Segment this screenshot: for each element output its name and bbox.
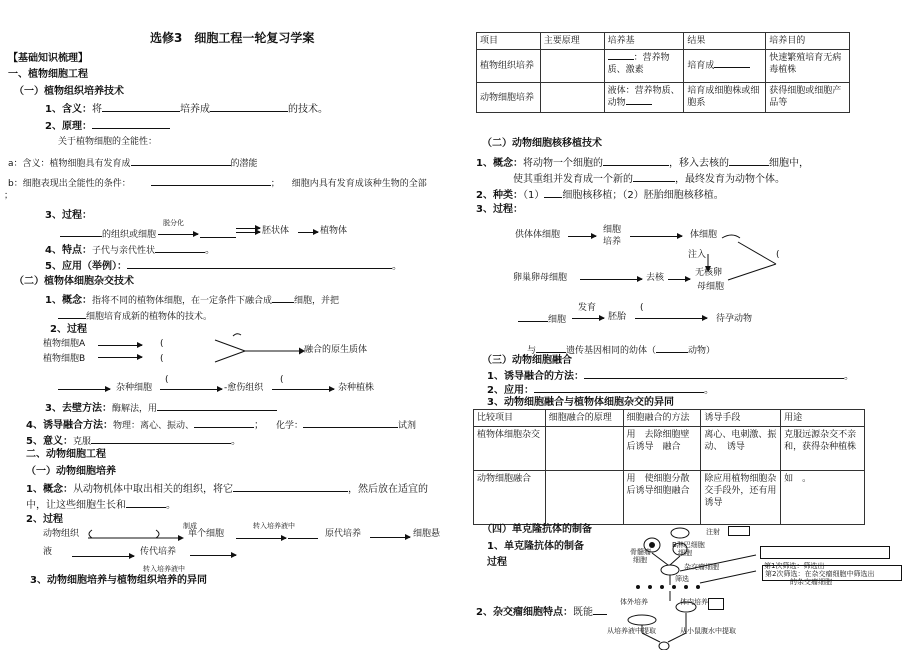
hyb-concept-label: 1、概念： — [45, 295, 92, 306]
totipotency-a — [8, 156, 258, 170]
table-cell — [604, 50, 684, 83]
arrow — [370, 537, 410, 538]
process-line — [60, 227, 156, 241]
fig-screen1: 第1次筛选：筛选出 — [764, 562, 825, 570]
section-animal-cell-engineering: 二、动物细胞工程 — [26, 449, 106, 460]
subsection-tissue-culture: （一）植物组织培养技术 — [14, 86, 124, 97]
nt-cell-culture-2: 培养 — [603, 237, 622, 247]
cf-app-line: 2、应用： 。 — [487, 385, 714, 396]
arrow — [630, 236, 682, 237]
fig-inject: 注射 — [706, 528, 720, 536]
hybrid-cell: 杂种细胞 — [116, 383, 153, 393]
mab-hybridoma: 2、杂交瘤细胞特点： — [476, 607, 573, 618]
process-label: 3、过程： — [45, 210, 92, 221]
nt-pregnant: 待孕动物 — [716, 314, 753, 324]
culture-compare-table — [476, 32, 850, 113]
ac-passage: 传代培养 — [140, 547, 177, 557]
arrow — [298, 232, 318, 233]
answer-box[interactable] — [728, 526, 750, 536]
ac-concept-3: 中，让这些细胞生长和 — [26, 500, 126, 511]
table-cell: 克服远源杂交不亲和，获得杂种植株 — [781, 427, 865, 471]
nt-concept-3: 细胞中， — [768, 158, 809, 169]
ac-concept-4: 。 — [166, 500, 176, 511]
hyb-concept-line — [45, 293, 339, 307]
table-header: 结果 — [684, 33, 766, 50]
ac-primary: 原代培养 — [325, 529, 362, 539]
paren: ( — [776, 250, 780, 260]
page-title: 选修3 细胞工程一轮复习学案 — [150, 31, 315, 45]
table-cell[interactable] — [545, 427, 623, 471]
subsection-cell-fusion: （三）动物细胞融合 — [482, 355, 572, 366]
blank[interactable] — [714, 60, 750, 68]
table-row — [477, 83, 850, 113]
blank[interactable] — [626, 97, 652, 105]
meaning-c: 的技术。 — [287, 104, 328, 115]
nt-concept-1: 将动物一个细胞的 — [522, 158, 603, 169]
arrow — [98, 357, 142, 358]
tp-b2: ； — [270, 179, 280, 189]
table-cell: 离心、电刺激、振动、 诱导 — [701, 427, 781, 471]
fig-extract1: 从培养液中提取 — [607, 627, 656, 635]
hyb-process: 2、过程 — [50, 324, 87, 335]
blank[interactable] — [534, 383, 704, 393]
app-end: 。 — [391, 261, 402, 272]
nt-cell-culture-1: 细胞 — [603, 225, 622, 235]
fig-hybrid: 杂交瘤细胞 — [684, 563, 719, 571]
ac-compare: 3、动物细胞培养与植物组织培养的异同 — [30, 575, 207, 586]
blank[interactable] — [91, 434, 231, 444]
blank[interactable] — [603, 156, 669, 166]
table-header: 比较项目 — [474, 410, 546, 427]
table-cell — [604, 83, 684, 113]
nt-develop: 发育 — [578, 303, 597, 313]
induce-3: 化学： — [275, 421, 303, 431]
paren: ( — [165, 375, 169, 385]
nt-concept-line2 — [513, 172, 785, 186]
ac-suspension-2: 液 — [43, 547, 53, 557]
signif-label: 5、意义： — [26, 436, 73, 447]
cell-b: 植物细胞B — [43, 354, 86, 364]
ac-process: 2、过程 — [26, 514, 63, 525]
paren-arrow — [86, 528, 186, 542]
table-cell[interactable] — [545, 471, 623, 525]
nt-animal: 动物） — [688, 346, 716, 356]
blank[interactable] — [157, 401, 277, 411]
totipotency-b — [8, 176, 427, 190]
merge-lines — [215, 332, 305, 366]
blank[interactable] — [210, 102, 288, 112]
arrow — [668, 279, 690, 280]
significance-line — [26, 434, 241, 448]
blank[interactable] — [303, 418, 398, 428]
arrow — [190, 555, 236, 556]
nt-concept-label: 1、概念： — [476, 158, 523, 169]
meaning-a: 将 — [91, 104, 102, 115]
nt-cell-line — [518, 312, 566, 326]
signif-text: 克服 — [72, 437, 91, 447]
subsection-animal-culture: （一）动物细胞培养 — [26, 466, 116, 477]
induce-label: 4、诱导融合方法： — [26, 420, 113, 431]
arrow — [635, 318, 707, 319]
nt-enuc-oocyte-1: 无核卵 — [695, 268, 723, 278]
induce-2: ； — [253, 420, 264, 431]
nt-donor-cell: 体细胞 — [690, 230, 718, 240]
nt-merge-lines — [718, 232, 778, 292]
arrow — [72, 556, 134, 557]
ac-concept-line2 — [26, 498, 176, 512]
feature-line — [45, 243, 215, 257]
blank[interactable] — [233, 482, 348, 492]
nt-inject: 注入 — [688, 250, 707, 260]
table-header: 主要原理 — [540, 33, 604, 50]
fig-myeloma: 骨髓瘤 — [630, 548, 651, 556]
ac-tissue: 动物组织 — [43, 529, 80, 539]
arrow — [236, 232, 260, 233]
blank[interactable] — [126, 498, 166, 508]
feature-label: 4、特点： — [45, 245, 92, 256]
hybrid-plant: 杂种植株 — [338, 383, 375, 393]
blank[interactable] — [92, 119, 170, 129]
table-cell-text: 液体：营养物质、动物 — [607, 86, 680, 109]
meaning-line — [45, 102, 328, 116]
nt-with: 与 — [527, 346, 537, 356]
fig-myeloma2: 细胞 — [633, 556, 647, 564]
proc-t1: 的组织或细胞 — [102, 230, 157, 240]
paren: ( — [640, 303, 644, 313]
table-header: 细胞融合的原理 — [545, 410, 623, 427]
cf-compare: 3、动物细胞融合与植物体细胞杂交的异同 — [487, 397, 674, 408]
dewall-text: 酶解法，用 — [111, 404, 157, 414]
nt-kind-label: 2、种类： — [476, 190, 523, 201]
principle-line — [45, 119, 170, 133]
cf-induce: 1、诱导融合的方法： — [487, 371, 584, 382]
ac-concept-label: 1、概念： — [26, 484, 73, 495]
table-header: 诱导手段 — [701, 410, 781, 427]
totipotency-heading: 关于植物细胞的全能性： — [58, 137, 158, 147]
nt-process: 3、过程： — [476, 204, 523, 215]
nt-oocyte: 卵巢卵母细胞 — [513, 273, 568, 283]
principle-label: 2、原理： — [45, 121, 92, 132]
blank[interactable] — [151, 176, 271, 186]
induce-line — [26, 418, 416, 432]
induce-4: 试剂 — [398, 421, 417, 431]
nt-concept-2: ，移入去核的 — [668, 158, 729, 169]
section-plant-cell-engineering: 一、植物细胞工程 — [8, 69, 88, 80]
table-cell: 用 使细胞分散后诱导细胞融合 — [623, 471, 701, 525]
ac-culture-in: 转入培养液中 — [253, 522, 295, 530]
mab-1: 1、单克隆抗体的制备 — [487, 541, 584, 552]
nt-kind-line — [476, 188, 724, 202]
culture-dish-icon — [628, 615, 656, 625]
feature-text: 子代与亲代性状 — [91, 246, 155, 256]
arrow — [98, 345, 142, 346]
application-line — [45, 259, 402, 273]
table-header: 培养基 — [604, 33, 684, 50]
nt-concept-line — [476, 156, 809, 170]
ac-concept-1: 从动物机体中取出相关的组织，将它 — [72, 484, 233, 495]
blank[interactable] — [536, 343, 566, 353]
mouse-icon — [671, 528, 689, 538]
fig-bcell2: 细胞 — [678, 549, 692, 557]
hybridoma-icon — [661, 565, 679, 575]
ac-single-cell: 单个细胞 — [188, 529, 225, 539]
fused-protoplast: 融合的原生质体 — [304, 345, 368, 355]
answer-box[interactable] — [760, 546, 890, 559]
cell-a: 植物细胞A — [43, 339, 86, 349]
tp-b3: 细胞内具有发育成该种生物的全部 — [291, 179, 427, 189]
blank[interactable] — [544, 188, 562, 198]
nt-same: 遗传基因相同的幼体（ — [566, 346, 657, 356]
table-cell: 快速繁殖培育无病毒植株 — [766, 50, 850, 83]
blank[interactable] — [194, 418, 254, 428]
nt-enuc-oocyte-2: 母细胞 — [697, 282, 725, 292]
table-cell: 如 。 — [781, 471, 865, 525]
blank[interactable] — [608, 52, 634, 60]
blank[interactable] — [584, 369, 844, 379]
arrow — [568, 236, 596, 237]
fig-screen2: 第2次筛选：在杂交瘤细胞中筛选出 — [765, 570, 875, 578]
table-cell: 获得细胞或细胞产品等 — [766, 83, 850, 113]
cf-induce-line: 1、诱导融合的方法： 。 — [487, 371, 854, 382]
fig-bcell: B淋巴细胞 — [672, 541, 705, 549]
table-cell[interactable] — [540, 83, 604, 113]
arrow — [158, 234, 198, 235]
fig-screen: 筛选 — [675, 575, 689, 583]
table-cell: 培育成细胞株或细胞系 — [684, 83, 766, 113]
table-header: 项目 — [477, 33, 541, 50]
nt-concept-5: ，最终发育为动物个体。 — [675, 174, 785, 185]
paren: ( — [160, 354, 164, 364]
table-cell-text: ：营养物质、激素 — [607, 53, 670, 76]
dediff-label: 脱分化 — [163, 219, 184, 227]
blank[interactable] — [656, 343, 688, 353]
table-cell: 动物细胞融合 — [474, 471, 546, 525]
arrow — [160, 389, 222, 390]
table-cell: 植物组织培养 — [477, 50, 541, 83]
tp-b4: ； — [4, 191, 14, 201]
blank[interactable] — [518, 312, 548, 322]
mab-2: 过程 — [487, 557, 507, 568]
table-row — [474, 471, 865, 525]
arrow — [236, 538, 286, 539]
ac-suspension: 细胞悬 — [413, 529, 441, 539]
tp-a1: a：含义：植物细胞具有发育成 — [8, 159, 131, 169]
proc-t3: 植物体 — [320, 226, 348, 236]
ac-culture-in-2: 转入培养液中 — [143, 565, 185, 573]
hyb-concept-1: 指将不同的植物体细胞，在一定条件下融合成 — [91, 296, 272, 306]
subsection-monoclonal: （四）单克隆抗体的制备 — [482, 524, 592, 535]
table-cell-text: 培育成 — [687, 61, 715, 72]
signif-end: 。 — [230, 436, 241, 447]
blank[interactable] — [729, 156, 769, 166]
dewall-label: 3、去壁方法： — [45, 403, 112, 414]
arrow — [572, 318, 604, 319]
proc-t2: 胚状体 — [262, 226, 290, 236]
nt-concept-4: 使其重组并发育成一个新的 — [513, 174, 633, 185]
fig-invitro: 体外培养 — [620, 598, 648, 606]
fig-extract2: 从小鼠腹水中提取 — [680, 627, 736, 635]
blank[interactable] — [288, 538, 318, 539]
table-header: 培养目的 — [766, 33, 850, 50]
app-label: 5、应用（举例）： — [45, 261, 127, 272]
table-cell: 用 去除细胞壁后诱导 融合 — [623, 427, 701, 471]
ac-prep: 制成 — [183, 522, 197, 530]
table-cell: 动物细胞培养 — [477, 83, 541, 113]
hyb-concept-line2 — [58, 309, 212, 323]
nt-enucleate: 去核 — [646, 273, 665, 283]
arrow — [58, 389, 110, 390]
blank[interactable] — [102, 102, 180, 112]
dewall-line — [45, 401, 277, 415]
blank[interactable] — [131, 156, 231, 166]
arrow — [272, 389, 334, 390]
table-row — [474, 427, 865, 471]
table-header: 用途 — [781, 410, 865, 427]
paren: ( — [160, 339, 164, 349]
hyb-concept-3: 细胞培育成新的植物体的技术。 — [86, 312, 213, 322]
nt-kind-2: 细胞核移植；（2）胚胎细胞核移植。 — [562, 190, 724, 201]
basic-header: 【基础知识梳理】 — [8, 53, 88, 64]
mab-hyb-text: 既能 — [572, 607, 593, 618]
table-row — [477, 50, 850, 83]
table-cell: 除应用植物细胞杂交手段外，还有用 诱导 — [701, 471, 781, 525]
blank[interactable] — [200, 237, 236, 238]
callus: -愈伤组织 — [224, 383, 264, 393]
table-header: 细胞融合的方法 — [623, 410, 701, 427]
cf-app: 2、应用： — [487, 385, 534, 396]
blank[interactable] — [127, 259, 392, 269]
hyb-concept-2: 细胞，并把 — [293, 296, 339, 306]
nt-kind-1: （1） — [522, 190, 545, 201]
table-cell[interactable] — [540, 50, 604, 83]
nt-cell: 细胞 — [548, 315, 567, 325]
subsection-nuclear-transfer: （二）动物细胞核移植技术 — [482, 138, 602, 149]
subsection-somatic-hybridization: （二）植物体细胞杂交技术 — [14, 276, 134, 287]
tp-a2: 的潜能 — [230, 159, 258, 169]
blank[interactable] — [633, 172, 675, 182]
nt-embryo: 胚胎 — [608, 312, 627, 322]
meaning-label: 1、含义： — [45, 104, 92, 115]
induce-1: 物理：离心、振动、 — [112, 421, 194, 431]
nt-donor: 供体体细胞 — [515, 230, 561, 240]
blank[interactable] — [60, 227, 102, 237]
table-cell — [684, 50, 766, 83]
fig-invivo: 体内培养 — [680, 598, 708, 606]
blank[interactable] — [272, 293, 294, 303]
answer-box[interactable] — [708, 598, 724, 610]
feature-end: 。 — [204, 245, 215, 256]
antibody-icon — [659, 642, 669, 650]
blank[interactable] — [155, 243, 205, 253]
meaning-b: 培养成 — [179, 104, 210, 115]
paren: ( — [280, 375, 284, 385]
tp-b1: b：细胞表现出全能性的条件： — [8, 179, 131, 189]
fig-screen2b: 的杂交瘤细胞 — [790, 578, 832, 586]
ac-concept-2: ，然后放在适宜的 — [347, 484, 428, 495]
table-cell: 植物体细胞杂交 — [474, 427, 546, 471]
arrow — [580, 279, 642, 280]
blank[interactable] — [58, 309, 86, 319]
mab-hybridoma-line — [476, 605, 607, 619]
ac-concept-line — [26, 482, 428, 496]
fusion-compare-table — [473, 409, 865, 525]
